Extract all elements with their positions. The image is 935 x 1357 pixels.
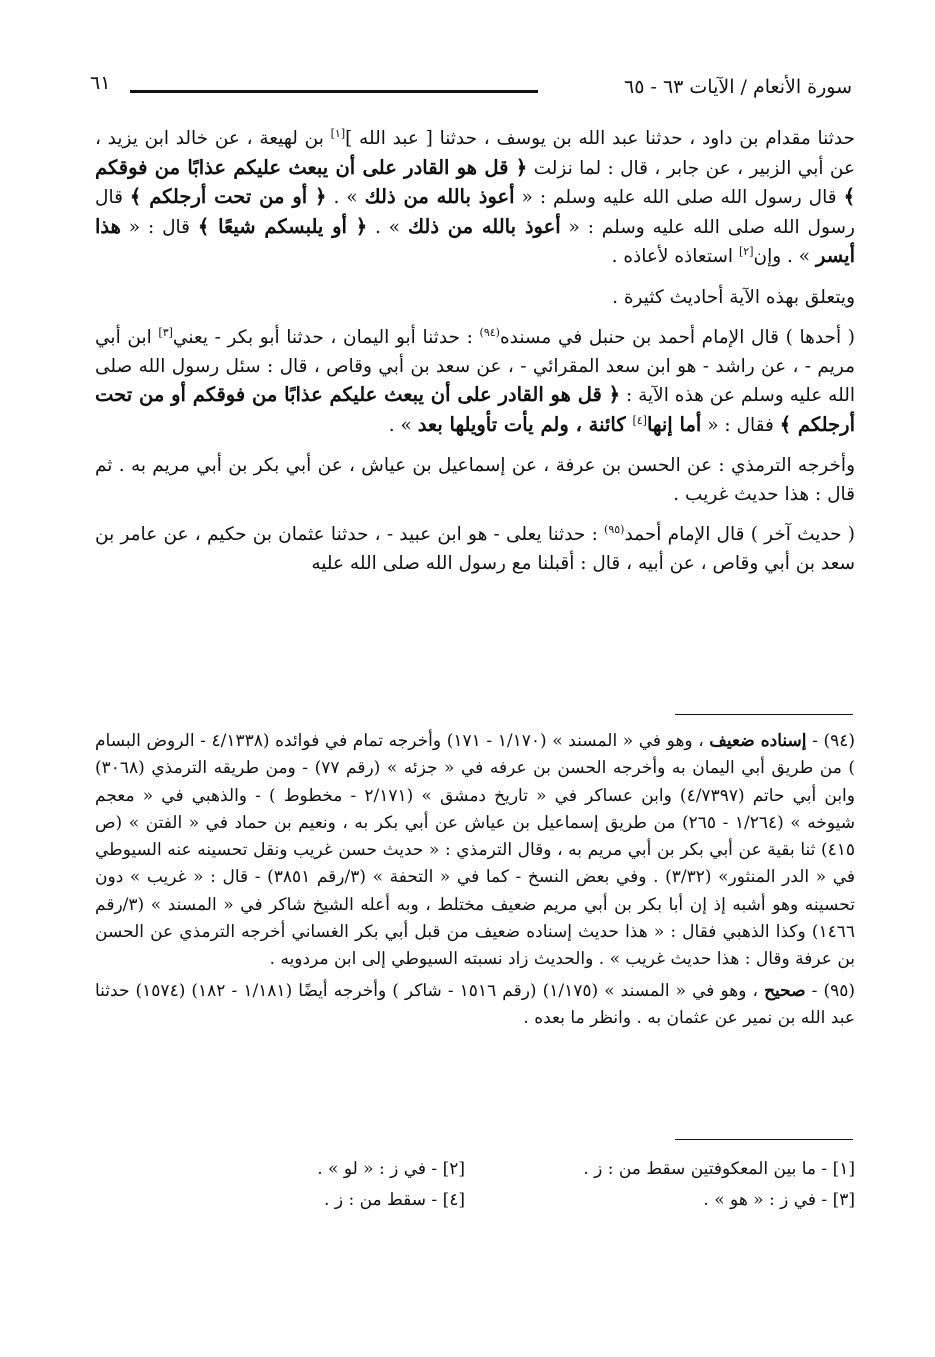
text-run: استعاذه لأعاذه . xyxy=(611,246,739,267)
footnote-separator xyxy=(675,714,853,715)
editor-note-1: [١] - ما بين المعكوفتين سقط من : ز . xyxy=(583,1159,855,1179)
text-run: بن لهيعة ، عن خالد ابن يزيد ، عن أبي الزبير ، عن جابر ، قال : لما نزلت xyxy=(95,128,855,179)
footnote-ref-95: (٩٥) xyxy=(604,522,625,536)
editor-note-3: [٣] - في ز : « هو » . xyxy=(703,1190,855,1210)
hadith-quote: أعوذ بالله من ذلك xyxy=(407,214,561,238)
editor-note-4: [٤] - سقط من : ز . xyxy=(324,1190,465,1210)
hadith-quote: أعوذ بالله من ذلك xyxy=(364,185,515,208)
main-text xyxy=(95,125,855,590)
grading: إسناده ضعيف xyxy=(709,731,807,751)
footnotes xyxy=(95,728,855,1036)
page-number: ٦١ xyxy=(90,72,111,94)
paragraph-3 xyxy=(95,324,855,440)
text-run: فقال : « xyxy=(701,414,780,436)
editor-notes xyxy=(95,1154,855,1216)
footnote-text: ، وهو في « المسند » (١/١٧٥) (رقم ١٥١٦ - شاكر ) وأخرجه أيضًا (١/١٨١ - ١٨٢) (١٥٧٤) حدثنا عبد الله بن نمير عن عثمان به . وانظر ما بعده . xyxy=(95,980,855,1028)
quran-quote: ﴿ قل هو القادر على أن يبعث عليكم عذابًا من فوقكم أو من تحت أرجلكم ﴾ xyxy=(95,383,855,436)
text-run: ( حديث آخر ) قال الإمام أحمد xyxy=(624,524,856,545)
paragraph-2: ويتعلق بهذه الآية أحاديث كثيرة . xyxy=(612,286,855,308)
text-run: حدثنا مقدام بن داود ، حدثنا عبد الله بن يوسف ، حدثنا [ عبد الله xyxy=(352,128,855,149)
quran-quote: ﴿ قل هو القادر على أن يبعث عليكم عذابًا من فوقكم ﴾ xyxy=(95,155,855,208)
editor-notes-row xyxy=(95,1185,855,1216)
paragraph-1 xyxy=(95,125,855,272)
text-run: : حدثنا يعلى - هو ابن عبيد - ، حدثنا عثمان بن حكيم ، عن عامر بن سعد بن أبي وقاص ، عن أبيه ، قال : أقبلنا مع رسول الله صلى الله عليه xyxy=(95,524,855,574)
text-run: » . وإن xyxy=(753,246,816,267)
paragraph-4: وأخرجه الترمذي : عن الحسن بن عرفة ، عن إسماعيل بن عياش ، عن أبي بكر بن أبي مريم به . ثم قال : هذا حديث غريب . xyxy=(95,455,855,505)
text-run: » . xyxy=(388,414,418,436)
editor-note-2: [٢] - في ز : « لو » . xyxy=(317,1159,465,1179)
hadith-quote: كائنة ، ولم يأت تأويلها بعد xyxy=(417,412,633,436)
header-rule xyxy=(130,90,538,93)
footnote-text: ، وهو في « المسند » (١/١٧٠ - ١٧١) وأخرجه تمام في فوائده (٤/١٣٣٨ - الروض البسام ) من طريق أبي اليمان به وأخرجه الحسن بن عرفه في « جزئه » (رقم ٧٧) - ومن طريقه الترمذي (٣٠٦٨) وابن أبي حاتم (٤/٧٣٩٧) وابن عساكر في « تاريخ دمشق » (٢/١٧١ - مخطوط ) - والذهبي في « معجم شيوخه » (١/٢٦٤ - ٢٦٥) من طريق إسماعيل بن عياش عن أبي بكر به ، ونعيم بن حماد في « الفتن » (ص ٤١٥) ثنا بقية عن أبي بكر بن أبي مريم به ، وقال الترمذي : « حديث حسن غريب ونقل تحسينه عنه السيوطي في « الدر المنثور» (٣/٣٢) . وفي بعض النسخ - كما في « التحفة » (٣/رقم ٣٨٥١) - قال : « غريب » دون تحسينه وهو أشبه إذ إن أبا بكر بن أبي مريم ضعيف مختلط ، وبه أعله الشيخ شاكر في « المسند » (٣/رقم ١٤٦٦) وكذا الذهبي فقال : « هذا حديث إسناده ضعيف من قبل أبي بكر الغساني أخرجه الترمذي عن الحسن بن عرفة وقال : هذا حديث غريب » . والحديث زاد نسبته السيوطي إلى ابن مردويه . xyxy=(95,731,856,970)
editor-note-ref-4: [٤] xyxy=(632,413,647,427)
paragraph-5 xyxy=(95,521,855,578)
footnote-ref-94: (٩٤) xyxy=(479,325,500,339)
editor-note-ref-2: [٢] xyxy=(738,244,754,258)
text-run: قال رسول الله صلى الله عليه وسلم : « xyxy=(514,187,844,208)
page-header xyxy=(90,72,852,108)
editor-note-ref-3: [٣] xyxy=(158,325,173,339)
text-run: ( أحدها ) قال الإمام أحمد بن حنبل في مسنده xyxy=(499,327,856,348)
quran-quote: ﴿ أو يلبسكم شيعًا ﴾ xyxy=(197,214,368,238)
hadith-quote: أما إنها xyxy=(646,412,702,436)
footnote-number: (٩٤) - xyxy=(806,731,856,751)
running-title: سورة الأنعام / الآيات ٦٣ - ٦٥ xyxy=(624,76,852,98)
text-run: : حدثنا أبو اليمان ، حدثنا أبو بكر - يعني xyxy=(172,327,480,348)
editor-notes-separator xyxy=(675,1139,853,1140)
footnote-number: (٩٥) - xyxy=(805,980,855,1001)
text-run: ] xyxy=(345,128,353,149)
text-run: قال : « xyxy=(120,216,198,238)
editor-note-ref-1: [١] xyxy=(330,126,346,140)
grading: صحيح xyxy=(764,980,806,1001)
hadith-quote: هذا أيسر xyxy=(95,214,855,267)
text-run: ابن أبي مريم - ، عن راشد - هو ابن سعد المقرائي - ، عن سعد بن أبي وقاص ، قال : سئل رسول الله صلى الله عليه وسلم عن هذه الآية : xyxy=(95,327,855,406)
editor-notes-row xyxy=(95,1154,855,1185)
text-run: » . xyxy=(326,187,365,208)
text-run: قال رسول الله صلى الله عليه وسلم : « xyxy=(95,187,855,238)
footnote-95 xyxy=(95,978,855,1033)
text-run: » . xyxy=(367,216,408,238)
footnote-94 xyxy=(95,728,855,974)
quran-quote: ﴿ أو من تحت أرجلكم ﴾ xyxy=(129,185,327,208)
